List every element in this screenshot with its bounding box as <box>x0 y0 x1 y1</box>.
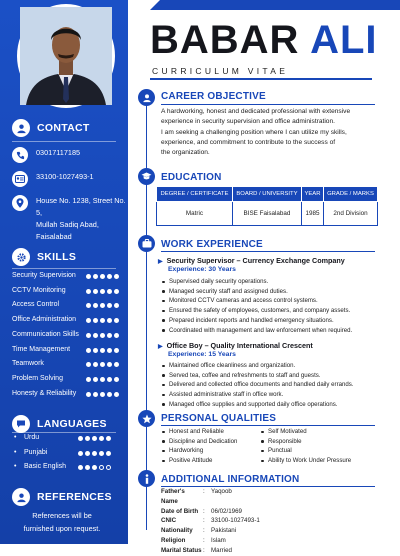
rating-dot <box>114 318 119 323</box>
languages-heading: LANGUAGES <box>37 418 107 430</box>
rating-dot <box>93 274 98 279</box>
language-row <box>14 434 124 445</box>
skills-divider <box>12 268 116 269</box>
info-value: 33100-1027493-1 <box>211 517 260 525</box>
user-icon <box>12 488 30 506</box>
experience-divider <box>161 251 375 252</box>
info-key: Father's Name <box>161 488 185 505</box>
info-colon: : <box>203 517 205 525</box>
languages-divider <box>12 432 116 433</box>
info-colon: : <box>203 527 205 535</box>
language-rating <box>78 451 111 456</box>
skill-rating <box>86 274 119 279</box>
top-accent-bar <box>150 0 400 10</box>
triangle-bullet-icon: ▶ <box>158 344 163 350</box>
rating-dot <box>107 333 112 338</box>
skill-rating <box>86 348 119 353</box>
rating-dot <box>114 362 119 367</box>
job-duty: Assisted administrative staff in office work. <box>161 390 383 400</box>
info-key: Nationality <box>161 527 193 535</box>
address-line-3: Faisalabad <box>36 232 72 241</box>
job-duty: Coordinated with management and law enforcement when required. <box>161 326 383 336</box>
job-duty: Delivered and collected office documents and handled daily errands. <box>161 380 383 390</box>
info-key: CNIC <box>161 517 177 525</box>
skill-row <box>12 272 122 283</box>
contact-phone-row <box>12 147 80 163</box>
qualities-divider <box>161 425 375 426</box>
skill-row <box>12 375 122 386</box>
objective-line: the organization. <box>161 149 210 157</box>
star-icon <box>138 410 155 427</box>
education-heading: EDUCATION <box>161 172 222 183</box>
info-colon: : <box>203 488 205 495</box>
rating-dot <box>114 274 119 279</box>
job-duty: Prepared incident reports and handled emergency situations. <box>161 316 383 326</box>
rating-dot <box>100 333 105 338</box>
references-heading-row <box>12 488 112 506</box>
experience-heading: WORK EXPERIENCE <box>161 239 263 250</box>
skill-row <box>12 346 122 357</box>
graduation-cap-icon <box>138 168 155 185</box>
rating-dot <box>99 436 104 441</box>
skill-row <box>12 331 122 342</box>
education-header-row <box>157 187 378 202</box>
language-row <box>14 463 124 474</box>
phone-icon <box>12 147 28 163</box>
rating-dot <box>107 274 112 279</box>
education-cell: BISE Faisalabad <box>232 202 301 226</box>
rating-dot <box>92 436 97 441</box>
additional-info-list <box>161 487 260 556</box>
language-name: Urdu <box>24 434 40 441</box>
quality-item: Self Motivated <box>260 427 385 437</box>
rating-dot <box>78 436 83 441</box>
info-value: Islam <box>211 536 226 544</box>
rating-dot <box>92 451 97 456</box>
qualities-right-list <box>260 427 385 466</box>
rating-dot <box>114 377 119 382</box>
rating-dot <box>93 318 98 323</box>
rating-dot <box>107 362 112 367</box>
info-row <box>161 536 260 546</box>
quality-item: Honest and Reliable <box>161 427 261 437</box>
address-line-1: House No. 1238, Street No. 5, <box>36 196 126 217</box>
skill-row <box>12 287 122 298</box>
rating-dot <box>106 465 111 470</box>
rating-dot <box>85 436 90 441</box>
rating-dot <box>114 289 119 294</box>
language-name: Basic English <box>24 463 67 470</box>
language-name: Punjabi <box>24 448 48 456</box>
skills-heading: SKILLS <box>37 251 77 263</box>
skill-row <box>12 301 122 312</box>
rating-dot <box>93 377 98 382</box>
rating-dot <box>78 465 83 470</box>
rating-dot <box>107 377 112 382</box>
rating-dot <box>106 451 111 456</box>
objective-heading: CAREER OBJECTIVE <box>161 91 266 102</box>
triangle-bullet-icon: ▶ <box>158 259 163 265</box>
id-card-icon <box>12 171 28 187</box>
profile-photo-frame <box>17 4 115 108</box>
rating-dot <box>114 392 119 397</box>
skill-row <box>12 390 122 401</box>
rating-dot <box>86 348 91 353</box>
job-duty: Served tea, coffee and refreshments to staff and guests. <box>161 371 383 381</box>
quality-item: Positive Attitude <box>161 456 261 466</box>
info-colon: : <box>203 536 205 544</box>
last-name: ALI <box>310 18 378 62</box>
document-subtitle: CURRICULUM VITAE <box>152 66 289 76</box>
job-experience-years: Experience: 30 Years <box>168 266 236 273</box>
gear-icon <box>12 248 30 266</box>
rating-dot <box>100 362 105 367</box>
candidate-name <box>150 16 378 64</box>
info-row <box>161 516 260 526</box>
info-colon: : <box>203 546 205 554</box>
contact-divider <box>12 141 116 142</box>
objective-line: experience, and commitment to contribute to the success of <box>161 138 336 146</box>
profile-photo <box>20 7 112 105</box>
skill-rating <box>86 377 119 382</box>
contact-cnic: 33100-1027493-1 <box>36 172 94 181</box>
skill-row <box>12 360 122 371</box>
rating-dot <box>100 377 105 382</box>
rating-dot <box>86 318 91 323</box>
job-title <box>158 256 345 265</box>
rating-dot <box>93 303 98 308</box>
rating-dot <box>100 303 105 308</box>
objective-line: I am seeking a challenging position where I can utilize my skills, <box>161 128 347 136</box>
timeline-spine <box>146 100 147 530</box>
job-title-text: Security Supervisor – Currency Exchange Company <box>166 256 345 265</box>
rating-dot <box>99 465 104 470</box>
speech-bubble-icon <box>12 415 30 433</box>
rating-dot <box>107 303 112 308</box>
rating-dot <box>100 348 105 353</box>
objective-line: A hardworking, honest and dedicated professional with extensive <box>161 108 351 115</box>
contact-cnic-row <box>12 171 94 187</box>
job-duty: Maintained office cleanliness and organization. <box>161 361 383 371</box>
briefcase-icon <box>138 235 155 252</box>
qualities-left-list <box>161 427 261 466</box>
quality-item: Responsible <box>260 437 385 447</box>
info-value: Pakistani <box>211 527 237 535</box>
rating-dot <box>85 451 90 456</box>
languages-heading-row <box>12 415 107 433</box>
job-duty: Supervised daily security operations. <box>161 277 383 287</box>
info-row <box>161 487 260 507</box>
info-row <box>161 507 260 517</box>
job-duty: Ensured the safety of employees, customers, and company assets. <box>161 306 383 316</box>
rating-dot <box>93 392 98 397</box>
skill-name: Communication Skills <box>12 330 79 338</box>
skill-row <box>12 316 122 327</box>
education-table <box>156 186 378 226</box>
language-rating <box>78 436 111 441</box>
job-duty: Monitored CCTV cameras and access control systems. <box>161 296 383 306</box>
skill-name: Problem Solving <box>12 374 63 382</box>
rating-dot <box>100 318 105 323</box>
rating-dot <box>86 392 91 397</box>
education-column-header: GRADE / MARKS <box>323 187 377 202</box>
rating-dot <box>106 436 111 441</box>
education-column-header: YEAR <box>302 187 324 202</box>
bullet-icon: • <box>14 463 17 470</box>
qualities-heading: PERSONAL QUALITIES <box>161 413 277 424</box>
rating-dot <box>107 348 112 353</box>
info-value: Yaqoob <box>211 488 232 495</box>
skill-name: Security Supervision <box>12 272 76 279</box>
rating-dot <box>93 289 98 294</box>
info-key: Date of Birth <box>161 507 199 515</box>
contact-address <box>36 195 128 243</box>
quality-item: Ability to Work Under Pressure <box>260 456 385 466</box>
education-column-header: BOARD / UNIVERSITY <box>232 187 301 202</box>
references-text <box>12 509 112 535</box>
references-line-2: furnished upon request. <box>23 524 101 533</box>
references-heading: REFERENCES <box>37 491 112 503</box>
skill-name: Access Control <box>12 301 60 309</box>
rating-dot <box>86 333 91 338</box>
rating-dot <box>93 333 98 338</box>
skill-name: Honesty & Reliability <box>12 389 77 397</box>
education-cell: 2nd Division <box>323 202 377 226</box>
skill-name: CCTV Monitoring <box>12 286 66 294</box>
quality-item: Discipline and Dedication <box>161 437 261 447</box>
rating-dot <box>100 392 105 397</box>
info-value: 06/02/1969 <box>211 507 242 515</box>
quality-item: Punctual <box>260 446 385 456</box>
info-colon: : <box>203 507 205 515</box>
education-column-header: DEGREE / CERTIFICATE <box>157 187 233 202</box>
rating-dot <box>86 289 91 294</box>
rating-dot <box>107 392 112 397</box>
rating-dot <box>86 303 91 308</box>
education-cell: 1985 <box>302 202 324 226</box>
education-row <box>157 202 378 226</box>
rating-dot <box>114 333 119 338</box>
job-title-text: Office Boy – Quality International Crescent <box>166 341 313 350</box>
language-rating <box>78 465 111 470</box>
rating-dot <box>99 451 104 456</box>
rating-dot <box>100 274 105 279</box>
rating-dot <box>93 348 98 353</box>
objective-text <box>161 107 381 158</box>
skill-name: Office Administration <box>12 316 77 324</box>
address-line-2: Mullah Sadiq Abad, <box>36 220 99 229</box>
rating-dot <box>86 377 91 382</box>
bullet-icon: • <box>14 448 17 456</box>
objective-line: experience in security supervision and office administration. <box>161 118 335 126</box>
rating-dot <box>85 465 90 470</box>
rating-dot <box>92 465 97 470</box>
education-cell: Matric <box>157 202 233 226</box>
job-duty: Managed office supplies and supported daily office operations. <box>161 400 383 410</box>
rating-dot <box>100 289 105 294</box>
user-icon <box>12 119 30 137</box>
skill-rating <box>86 303 119 308</box>
info-key: Religion <box>161 536 186 544</box>
first-name: BABAR <box>150 18 300 62</box>
contact-phone: 03017117185 <box>36 148 81 157</box>
skill-rating <box>86 392 119 397</box>
contact-heading: CONTACT <box>37 122 90 134</box>
user-icon <box>138 89 155 106</box>
skill-rating <box>86 333 119 338</box>
skills-heading-row <box>12 248 76 266</box>
rating-dot <box>93 362 98 367</box>
job-title <box>158 341 313 350</box>
job-experience-years: Experience: 15 Years <box>168 351 236 358</box>
info-row <box>161 546 260 556</box>
info-value: Married <box>211 546 232 554</box>
language-row <box>14 449 124 460</box>
rating-dot <box>114 348 119 353</box>
contact-heading-row <box>12 119 90 137</box>
contact-address-row <box>12 195 128 243</box>
quality-item: Hardworking <box>161 446 261 456</box>
bullet-icon: • <box>14 434 17 441</box>
skill-rating <box>86 318 119 323</box>
rating-dot <box>114 303 119 308</box>
objective-divider <box>161 104 375 105</box>
rating-dot <box>86 274 91 279</box>
job-duty: Managed security staff and assigned duties. <box>161 287 383 297</box>
header-divider <box>150 78 372 80</box>
skill-name: Teamwork <box>12 360 44 368</box>
rating-dot <box>107 318 112 323</box>
skill-name: Time Management <box>12 345 71 353</box>
rating-dot <box>107 289 112 294</box>
skill-rating <box>86 289 119 294</box>
skill-rating <box>86 362 119 367</box>
map-pin-icon <box>12 195 28 211</box>
additional-heading: ADDITIONAL INFORMATION <box>161 474 300 485</box>
info-row <box>161 526 260 536</box>
info-key: Marital Status <box>161 546 202 554</box>
job-duties-list <box>161 361 383 410</box>
rating-dot <box>86 362 91 367</box>
sidebar <box>0 0 128 544</box>
info-icon <box>138 470 155 487</box>
rating-dot <box>78 451 83 456</box>
references-line-1: References will be <box>32 511 92 520</box>
job-duties-list <box>161 277 383 335</box>
